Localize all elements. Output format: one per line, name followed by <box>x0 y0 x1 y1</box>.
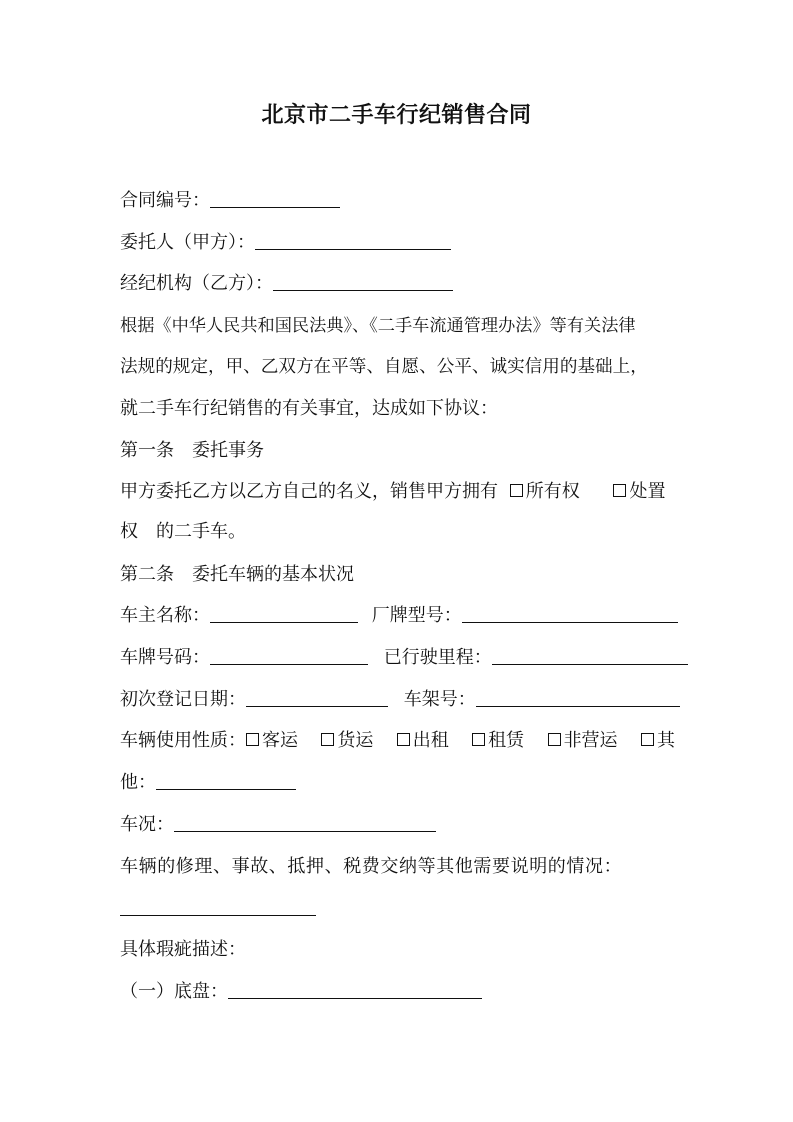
usage-checkbox-2[interactable] <box>321 733 334 746</box>
ownership-checkbox[interactable] <box>510 484 523 497</box>
notes-blank[interactable] <box>120 897 316 916</box>
regdate-vin-row <box>120 687 680 713</box>
usage-group-6 <box>641 728 675 754</box>
article-1-heading: 第一条 委托事务 <box>120 440 264 461</box>
usage-checkbox-6[interactable] <box>641 733 654 746</box>
contract-number-blank[interactable] <box>210 189 340 208</box>
usage-label: 车辆使用性质： <box>120 730 246 751</box>
vin-blank[interactable] <box>476 688 680 707</box>
owner-blank[interactable] <box>210 604 358 623</box>
reg-date-blank[interactable] <box>246 688 388 707</box>
broker-row <box>120 271 453 297</box>
reg-date-label: 初次登记日期： <box>120 689 246 710</box>
ownership-option-label: 所有权 <box>525 481 580 502</box>
usage-option-5: 非营运 <box>563 730 618 751</box>
mileage-blank[interactable] <box>492 646 688 665</box>
usage-checkbox-4[interactable] <box>472 733 485 746</box>
condition-blank[interactable] <box>174 813 436 832</box>
condition-row <box>120 812 436 838</box>
article-1-text: 甲方委托乙方以乙方自己的名义，销售甲方拥有 <box>120 481 498 502</box>
document-title: 北京市二手车行纪销售合同 <box>261 102 532 128</box>
broker-label: 经纪机构（乙方）： <box>120 273 273 294</box>
disposal-checkbox[interactable] <box>613 484 626 497</box>
article-2-heading: 第二条 委托车辆的基本状况 <box>120 564 354 585</box>
usage-checkbox-5[interactable] <box>548 733 561 746</box>
usage-group-4 <box>472 728 524 754</box>
usage-row <box>120 728 675 754</box>
notes-blank-row <box>120 896 316 922</box>
usage-option-6: 其 <box>656 730 675 751</box>
client-row <box>120 230 451 256</box>
article-1-line-2: 权 的二手车。 <box>120 521 246 542</box>
preamble-line-3: 就二手车行纪销售的有关事宜，达成如下协议： <box>120 398 498 419</box>
usage-group <box>120 728 298 754</box>
broker-blank[interactable] <box>273 272 453 291</box>
usage-group-3 <box>397 728 449 754</box>
contract-number-label: 合同编号： <box>120 190 210 211</box>
model-label: 厂牌型号： <box>371 605 462 626</box>
contract-number-row <box>120 188 340 214</box>
owner-label: 车主名称： <box>120 605 210 626</box>
owner-model-row <box>120 603 678 629</box>
plate-mileage-row <box>120 645 688 671</box>
usage-option-3: 出租 <box>412 730 449 751</box>
usage-other-blank[interactable] <box>156 771 296 790</box>
usage-checkbox-3[interactable] <box>397 733 410 746</box>
plate-label: 车牌号码： <box>120 647 210 668</box>
chassis-row <box>120 979 482 1005</box>
preamble-line-2: 法规的规定，甲、乙双方在平等、自愿、公平、诚实信用的基础上， <box>120 357 648 377</box>
client-label: 委托人（甲方）： <box>120 232 255 253</box>
chassis-blank[interactable] <box>228 980 482 999</box>
usage-group-5 <box>548 728 618 754</box>
article-1-text-row <box>120 479 665 505</box>
chassis-label: （一）底盘： <box>120 981 228 1002</box>
notes-label: 车辆的修理、事故、抵押、税费交纳等其他需要说明的情况： <box>120 856 623 877</box>
defects-label: 具体瑕疵描述： <box>120 939 246 960</box>
preamble-line-1: 根据《中华人民共和国民法典》、《二手车流通管理办法》等有关法律 <box>120 316 636 336</box>
client-blank[interactable] <box>255 231 451 250</box>
usage-group-2 <box>321 728 373 754</box>
usage-other-row <box>120 770 296 796</box>
usage-other-label: 他： <box>120 772 156 793</box>
condition-label: 车况： <box>120 814 174 835</box>
usage-option-1: 客运 <box>262 730 298 751</box>
plate-blank[interactable] <box>210 646 368 665</box>
ownership-option[interactable] <box>510 479 580 505</box>
usage-option-2: 货运 <box>337 730 374 751</box>
disposal-option[interactable] <box>613 479 665 505</box>
usage-checkbox-1[interactable] <box>246 733 259 746</box>
disposal-option-label: 处置 <box>629 481 666 502</box>
mileage-label: 已行驶里程： <box>383 647 492 668</box>
vin-label: 车架号： <box>403 689 476 710</box>
usage-option-4: 租赁 <box>488 730 525 751</box>
model-blank[interactable] <box>462 604 678 623</box>
